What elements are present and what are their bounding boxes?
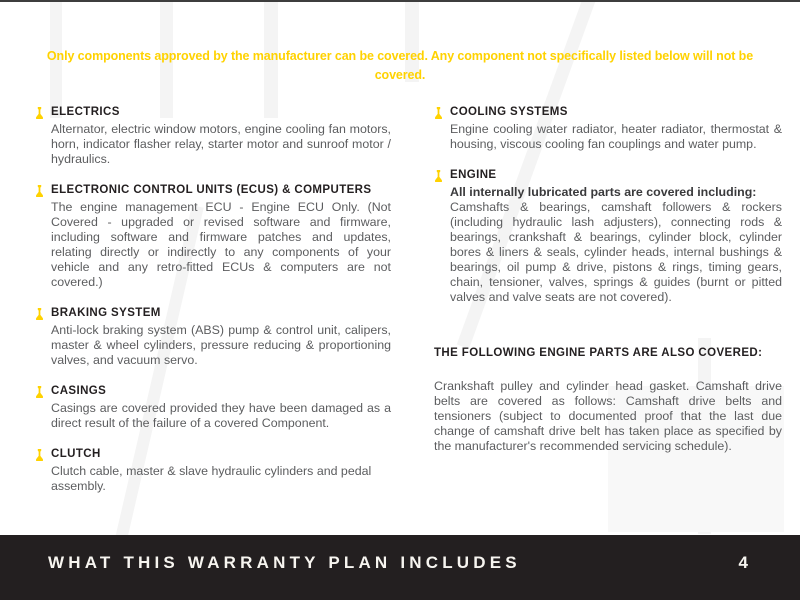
section-heading: COOLING SYSTEMS: [450, 106, 568, 118]
section-braking-system: [35, 307, 391, 368]
section-heading: ELECTRONIC CONTROL UNITS (ECUS) & COMPUTERS: [51, 184, 372, 196]
section-heading: ENGINE: [450, 169, 497, 181]
section-heading: BRAKING SYSTEM: [51, 307, 161, 319]
section-body: Casings are covered provided they have been damaged as a direct result of the failure of a covered Component.: [51, 401, 391, 430]
section-lead: All internally lubricated parts are covered including:: [450, 185, 757, 199]
page-number: 4: [738, 552, 748, 572]
section-heading: THE FOLLOWING ENGINE PARTS ARE ALSO COVERED:: [434, 347, 763, 359]
section-body: Anti-lock braking system (ABS) pump & control unit, calipers, master & wheel cylinders, pressure reducing & proportioning valves, and vacuum servo.: [51, 323, 391, 367]
warranty-bullet-icon: [35, 184, 44, 290]
banner-text: Only components approved by the manufacturer can be covered. Any component not specifically listed below will not be covered.: [46, 49, 754, 82]
right-column: [434, 106, 782, 471]
footer-title: WHAT THIS WARRANTY PLAN INCLUDES: [48, 552, 521, 572]
footer-bar: [0, 535, 800, 600]
section-body: Alternator, electric window motors, engine cooling fan motors, horn, indicator flasher relay, starter motor and sunroof motor / hydraulics.: [51, 122, 391, 166]
section-engine-parts-also-covered: [434, 347, 782, 454]
section-heading: CLUTCH: [51, 448, 101, 460]
warranty-bullet-icon: [35, 385, 44, 431]
section-body: Clutch cable, master & slave hydraulic cylinders and pedal assembly.: [51, 464, 372, 493]
section-heading: CASINGS: [51, 385, 107, 397]
top-border-line: [0, 0, 800, 2]
section-casings: [35, 385, 391, 431]
section-engine: [434, 169, 782, 305]
section-ecus-computers: [35, 184, 391, 290]
section-electrics: [35, 106, 391, 167]
warranty-bullet-icon: [35, 106, 44, 167]
warranty-bullet-icon: [35, 448, 44, 494]
section-cooling-systems: [434, 106, 782, 152]
banner: [40, 47, 760, 85]
section-body: Engine cooling water radiator, heater radiator, thermostat & housing, viscous cooling fan couplings and water pump.: [450, 122, 782, 151]
section-body: Crankshaft pulley and cylinder head gasket. Camshaft drive belts are covered as follows: Camshaft drive belts and tensioners (subject to documented proof that the last due change of camshaft drive belt has taken place as specified by the manufacturer's recommended servicing schedule).: [434, 379, 782, 453]
section-clutch: [35, 448, 391, 494]
warranty-bullet-icon: [434, 169, 443, 305]
section-body: Camshafts & bearings, camshaft followers & rockers (including hydraulic lash adjusters), connecting rods & bearings, crankshaft & bearings, cylinder block, cylinder bores & liners & seals, cylinder heads, internal bushings & bearings, oil pump & drive, pistons & rings, timing gears, chain, tensioner, valves, springs & guides (burnt or pitted valves and valve seats are not covered).: [450, 200, 782, 304]
section-heading: ELECTRICS: [51, 106, 120, 118]
warranty-bullet-icon: [35, 307, 44, 368]
warranty-bullet-icon: [434, 106, 443, 152]
section-body: The engine management ECU - Engine ECU Only. (Not Covered - upgraded or revised software and firmware, including software and firmware patches and updates, relating directly or indirectly to any components of your vehicle and any retro-fitted ECUs & computers are not covered.): [51, 200, 391, 289]
left-column: [35, 106, 391, 511]
